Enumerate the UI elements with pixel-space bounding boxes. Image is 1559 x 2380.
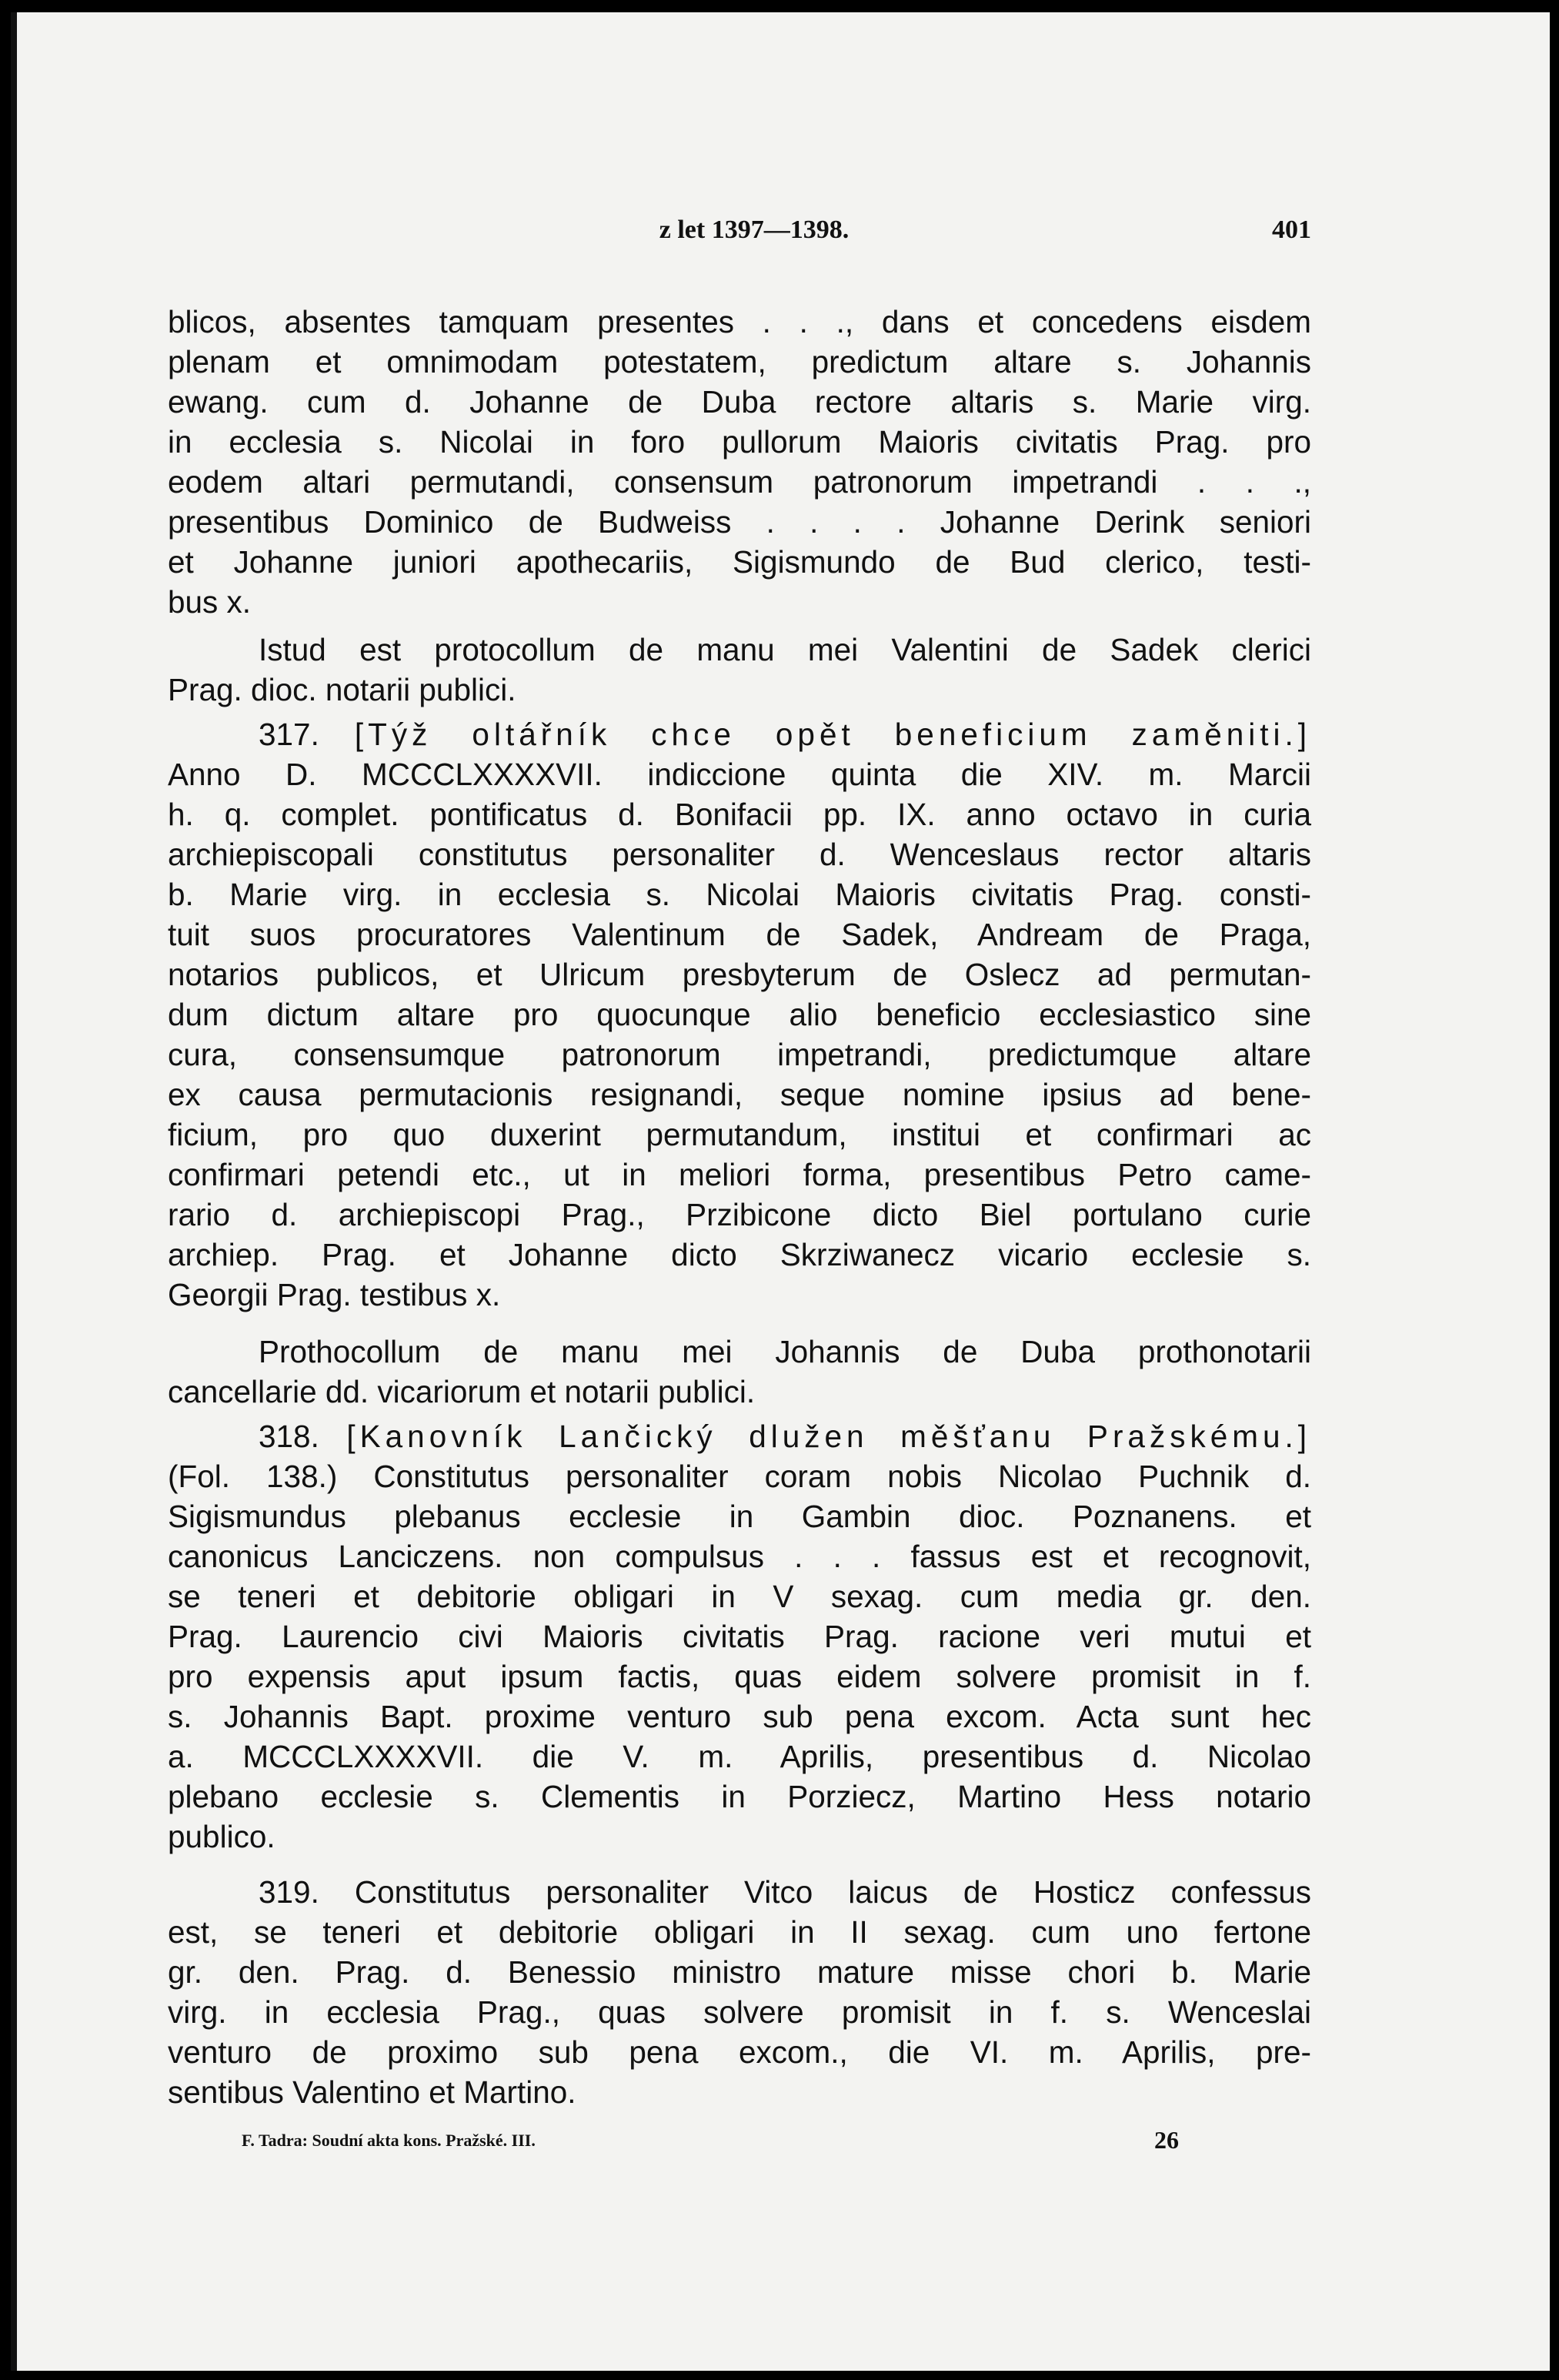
text-line: archiepiscopali constitutus personaliter d. Wenceslaus rector altaris: [168, 837, 1311, 872]
text-line: venturo de proximo sub pena excom., die VI. m. Aprilis, pre-: [168, 2034, 1311, 2070]
signature-mark: 26: [1154, 2126, 1179, 2154]
text-line: plenam et omnimodam potestatem, predictum altare s. Johannis: [168, 344, 1311, 379]
text-line: bus x.: [168, 584, 252, 620]
text-line: rario d. archiepiscopi Prag., Przibicone dicto Biel portulano curie: [168, 1197, 1311, 1232]
running-title: z let 1397—1398.: [659, 216, 850, 244]
entry-heading-line: [168, 714, 1311, 754]
text-line: dum dictum altare pro quocunque alio beneficio ecclesiastico sine: [168, 997, 1311, 1032]
source-note: F. Tadra: Soudní akta kons. Pražské. III.: [242, 2131, 536, 2150]
text-line: sentibus Valentino et Martino.: [168, 2074, 576, 2110]
paragraph-3: [168, 1332, 1311, 1412]
text-line: cura, consensumque patronorum impetrandi, predictumque altare: [168, 1037, 1311, 1072]
entry-number: 317.: [259, 717, 319, 752]
text-line: Prothocollum de manu mei Johannis de Duba prothonotarii: [259, 1334, 1311, 1369]
text-line: s. Johannis Bapt. proxime venturo sub pena excom. Acta sunt hec: [168, 1699, 1311, 1734]
text-line: Istud est protocollum de manu mei Valentini de Sadek clerici: [259, 632, 1311, 667]
text-line: canonicus Lanciczens. non compulsus . . . fassus est et recognovit,: [168, 1539, 1311, 1574]
text-line: in ecclesia s. Nicolai in foro pullorum Maioris civitatis Prag. pro: [168, 424, 1311, 460]
scan-edge: [11, 12, 17, 2371]
text-line: se teneri et debitorie obligari in V sexag. cum media gr. den.: [168, 1579, 1311, 1614]
entry-heading-line: [168, 1416, 1311, 1456]
text-line: (Fol. 138.) Constitutus personaliter coram nobis Nicolao Puchnik d.: [168, 1459, 1311, 1494]
text-line: virg. in ecclesia Prag., quas solvere promisit in f. s. Wenceslai: [168, 1994, 1311, 2030]
text-line: b. Marie virg. in ecclesia s. Nicolai Maioris civitatis Prag. consti-: [168, 877, 1311, 912]
text-line: notarios publicos, et Ulricum presbyterum de Oslecz ad permutan-: [168, 957, 1311, 992]
paragraph-1: [168, 302, 1311, 622]
text-line: et Johanne juniori apothecariis, Sigismundo de Bud clerico, testi-: [168, 544, 1311, 580]
text-line: archiep. Prag. et Johanne dicto Skrziwanecz vicario ecclesie s.: [168, 1237, 1311, 1272]
text-line: eodem altari permutandi, consensum patronorum impetrandi . . .,: [168, 464, 1311, 500]
paragraph-2: [168, 630, 1311, 710]
text-line: est, se teneri et debitorie obligari in II sexag. cum uno fertone: [168, 1914, 1311, 1950]
text-line: Prag. Laurencio civi Maioris civitatis Prag. racione veri mutui et: [168, 1619, 1311, 1654]
text-line: publico.: [168, 1819, 275, 1854]
text-line: Prag. dioc. notarii publici.: [168, 672, 516, 707]
entry-318: [168, 1416, 1311, 1857]
text-line: gr. den. Prag. d. Benessio ministro mature misse chori b. Marie: [168, 1954, 1311, 1990]
text-line: presentibus Dominico de Budweiss . . . . Johanne Derink seniori: [168, 504, 1311, 540]
text-line: a. MCCCLXXXXVII. die V. m. Aprilis, presentibus d. Nicolao: [168, 1739, 1311, 1774]
text-line: Georgii Prag. testibus x.: [168, 1277, 501, 1312]
entry-heading: [Kanovník Lančický dlužen měšťanu Pražskému.]: [346, 1419, 1311, 1454]
text-line: blicos, absentes tamquam presentes . . ., dans et concedens eisdem: [168, 304, 1311, 339]
text-line: ewang. cum d. Johanne de Duba rectore altaris s. Marie virg.: [168, 384, 1311, 420]
entry-319: [168, 1872, 1311, 2112]
text-line: ex causa permutacionis resignandi, seque nomine ipsius ad bene-: [168, 1077, 1311, 1112]
text-line: 319. Constitutus personaliter Vitco laicus de Hosticz confessus: [259, 1874, 1311, 1910]
entry-317: [168, 714, 1311, 1315]
entry-number: 318.: [259, 1419, 319, 1454]
entry-heading: [Týž oltářník chce opět beneficium zaměniti.]: [354, 717, 1311, 752]
text-line: Anno D. MCCCLXXXXVII. indiccione quinta die XIV. m. Marcii: [168, 757, 1311, 792]
text-line: ficium, pro quo duxerint permutandum, institui et confirmari ac: [168, 1117, 1311, 1152]
text-line: plebano ecclesie s. Clementis in Porziecz, Martino Hess notario: [168, 1779, 1311, 1814]
text-line: pro expensis aput ipsum factis, quas eidem solvere promisit in f.: [168, 1659, 1311, 1694]
text-line: cancellarie dd. vicariorum et notarii publici.: [168, 1374, 756, 1409]
page-number: 401: [1272, 216, 1311, 244]
text-line: confirmari petendi etc., ut in meliori forma, presentibus Petro came-: [168, 1157, 1311, 1192]
text-line: h. q. complet. pontificatus d. Bonifacii pp. IX. anno octavo in curia: [168, 797, 1311, 832]
text-line: tuit suos procuratores Valentinum de Sadek, Andream de Praga,: [168, 917, 1311, 952]
text-line: Sigismundus plebanus ecclesie in Gambin dioc. Poznanens. et: [168, 1499, 1311, 1534]
